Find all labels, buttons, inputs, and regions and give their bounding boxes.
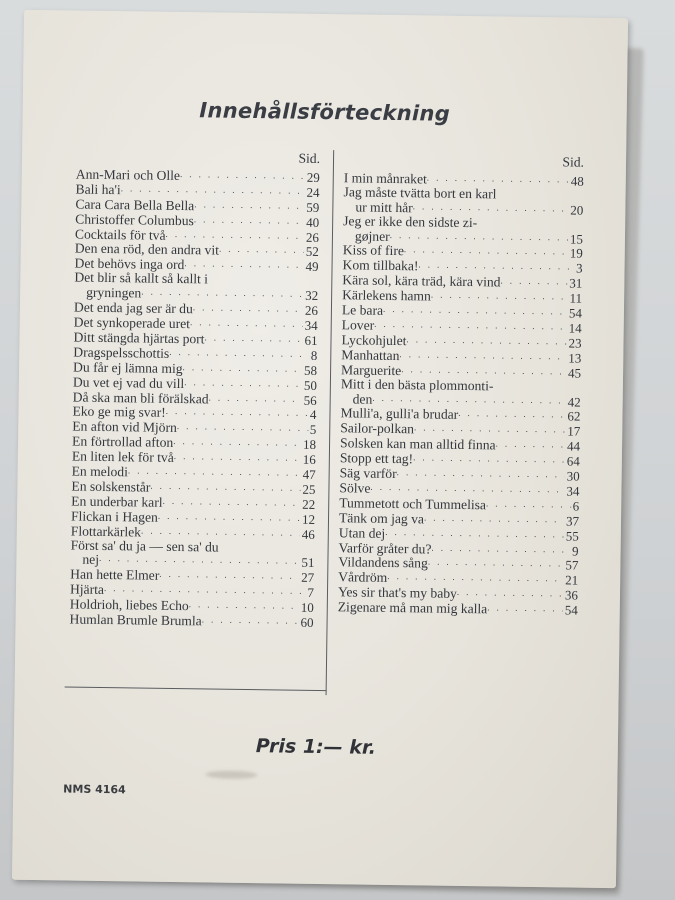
toc-entry-page: 25 [302,481,316,497]
toc-entry-page: 10 [300,599,314,616]
toc-entry-page: 23 [568,335,582,351]
toc-entry-title: Sölve [339,480,371,496]
toc-entry-page: 40 [306,214,320,230]
right-entry-list [338,170,584,617]
toc-entry-title: Vårdröm [338,569,388,586]
toc-entry-title-continued: gøjner [354,227,390,244]
toc-entry-page: 12 [301,511,316,527]
toc-entry-page: 48 [570,173,584,189]
toc-entry-title: Du får ej lämna mig [73,359,183,376]
toc-entry-page: 46 [301,526,315,542]
toc-entry-page: 32 [305,287,319,304]
dot-leader [457,586,563,602]
toc-entry-page: 56 [303,392,317,408]
toc-entry-title: Zigenare må man mig kalla [337,599,488,617]
toc-entry-title: Det behövs inga ord [74,255,185,273]
toc-entry-page: 59 [306,199,320,215]
toc-entry-page: 18 [302,436,317,453]
toc-entry-page: 7 [307,585,315,601]
toc-entry-title: Det blir så kallt så kallt i [74,269,209,287]
toc-entry [74,271,318,303]
dot-leader [180,168,305,185]
dot-leader [500,275,567,291]
toc-entry-page: 54 [568,305,583,321]
dot-leader [174,450,301,467]
toc-entry-page: 60 [300,614,314,631]
toc-entry-title: Mitt i den bästa plommonti- [340,375,494,394]
dot-leader [184,376,302,393]
left-entry-list [69,166,319,629]
contents-left-column [69,149,320,630]
toc-entry-title: Mulli'a, gulli'a brudar [340,405,459,423]
toc-entry-title: Cara Cara Bella Bella [75,196,195,213]
toc-entry-title: Ann-Mari och Olle [75,166,181,183]
toc-entry-page: 34 [304,317,318,333]
dot-leader [219,243,304,259]
toc-entry-page: 26 [305,229,320,245]
toc-entry-title: Hjärta [69,581,105,598]
toc-entry-title: Säg varför [339,465,397,482]
toc-entry-title: Dragspelsschottis [73,344,170,361]
stain-mark [205,770,257,779]
toc-entry-page: 16 [302,451,316,468]
toc-entry [343,185,583,217]
toc-entry [341,377,581,409]
toc-entry-page: 34 [566,483,580,499]
dot-leader [208,391,301,407]
toc-entry-page: 17 [567,423,581,439]
toc-entry-title: Först sa' du ja — sen sa' du [70,537,219,555]
toc-entry [343,214,583,246]
dot-leader [194,213,304,229]
toc-entry-title: Solsken kan man alltid finna [339,435,496,453]
toc-entry-page: 31 [569,275,583,291]
toc-entry-title-continued: gryningen [86,284,142,301]
toc-entry-title: Han hette Elmer [70,566,160,584]
toc-entry-title: Varför gråter du? [338,539,432,557]
column-divider [326,150,335,695]
toc-entry-page: 37 [565,513,580,529]
toc-entry-page: 15 [569,231,584,247]
toc-entry-page: 62 [567,408,581,425]
toc-entry-page: 45 [567,365,582,381]
toc-entry-page: 13 [568,350,582,366]
sid-header-left: Sid. [298,150,321,166]
toc-entry-page: 54 [564,602,578,618]
toc-entry-title-continued: den [352,390,373,407]
bottom-rule [65,686,327,691]
toc-entry-title: Marguerite [341,361,402,378]
toc-entry-page: 26 [304,302,319,319]
dot-leader [190,316,303,332]
toc-entry-title: Den ena röd, den andra vit [74,240,220,259]
dot-leader [194,198,304,214]
toc-entry-page: 44 [566,438,581,454]
toc-entry-title: En afton vid Mjörn [72,418,177,436]
toc-entry-page: 58 [303,362,318,378]
contents-title: Innehållsförteckning [199,98,451,126]
price-label: Pris 1:— kr. [255,735,377,759]
toc-entry-title: Utan dej [338,524,386,541]
dot-leader [487,602,563,618]
toc-entry-title: Vildandens sång [338,554,428,571]
toc-entry-title: Kom tillbaka! [342,257,419,274]
toc-entry-title: Bali ha'i [75,181,121,198]
toc-entry-page: 20 [570,202,584,218]
toc-entry-title: En solskenstår [71,478,151,495]
toc-entry-title: Cocktails för två [74,226,166,243]
toc-entry-page: 57 [565,557,579,574]
toc-entry-title: Lyckohjulet [341,332,407,349]
toc-entry-title: Det enda jag ser är du [73,299,193,317]
toc-entry-title: Tänk om jag va [338,510,425,527]
toc-entry-title: Då ska man bli förälskad [72,389,209,406]
toc-entry-page: 49 [305,259,319,275]
toc-entry-page: 24 [306,184,320,200]
toc-entry-title-continued: ur mitt hår [355,199,413,215]
dot-leader [458,407,565,423]
dot-leader [182,361,302,378]
toc-entry [69,612,313,630]
toc-entry-page: 19 [569,245,583,262]
toc-entry-page: 14 [568,320,582,336]
toc-entry-page: 29 [306,169,320,185]
dot-leader [486,497,571,513]
toc-entry-page: 50 [303,377,317,393]
toc-entry-page: 5 [309,422,317,438]
toc-entry-title: Jeg er ikke den sidste zi- [343,212,478,230]
toc-entry-page: 6 [572,498,580,514]
toc-entry-title-continued: nej [82,552,100,568]
toc-entry-title: Sailor-polkan [340,420,415,437]
toc-entry-title: Humlan Brumle Brumla [69,611,202,629]
toc-entry-page: 51 [301,555,315,571]
toc-entry-title: Ditt stängda hjärtas port [73,329,205,347]
toc-entry [70,538,314,570]
toc-entry-title: I min månraket [343,170,427,187]
toc-entry-title: Jag måste tvätta bort en karl [343,184,497,202]
sid-header-right: Sid. [562,154,585,170]
toc-entry-title: Flickan i Hagen [70,508,158,525]
toc-entry-page: 30 [566,468,580,484]
toc-entry-title: Yes sir that's my baby [337,584,457,602]
contents-right-column [338,152,584,617]
toc-entry-title: Eko ge mig svar! [72,403,166,421]
toc-entry-page: 21 [565,572,579,588]
toc-entry-page: 9 [572,543,579,559]
toc-entry-title: Le bara [341,302,384,318]
toc-entry [338,599,578,617]
booklet-back-cover [12,10,628,888]
toc-entry-title: Kärlekens hamn [342,287,431,304]
toc-entry-title: Lover [341,317,375,333]
toc-entry-title: Du vet ej vad du vill [72,374,185,391]
toc-entry-page: 36 [564,587,579,603]
toc-entry-title: Flottarkärlek [70,523,142,540]
dot-leader [193,301,303,317]
toc-entry-page: 11 [569,290,583,306]
toc-entry-page: 47 [302,466,316,482]
toc-entry-title: Kära sol, kära träd, kära vind [342,272,501,290]
toc-entry-title: Holdrioh, liebes Echo [69,596,189,614]
toc-entry-title: Tummetott och Tummelisa [339,495,487,513]
catalog-code: NMS 4164 [63,782,126,797]
toc-entry-page: 61 [304,332,318,348]
toc-entry-page: 27 [301,570,315,586]
toc-entry-page: 3 [575,260,583,276]
toc-entry-page: 55 [565,528,579,544]
toc-entry-title: En melodi [71,463,129,480]
toc-entry-page: 4 [309,407,317,423]
toc-entry-title: Det synkoperade uret [73,314,191,332]
dot-leader [496,438,566,454]
dot-leader [189,598,299,614]
toc-entry-page: 22 [302,496,316,512]
toc-entry-page: 8 [310,347,318,363]
toc-entry-title: En underbar karl [71,493,163,510]
toc-entry-page: 64 [566,453,580,469]
toc-entry-title: Manhattan [341,347,400,363]
dot-leader [204,331,302,347]
toc-entry-title: Christoffer Columbus [75,211,194,228]
dot-leader [202,613,299,629]
toc-entry-title: En liten lek för två [71,448,174,466]
toc-entry-title: Kiss of fire [342,242,405,259]
toc-entry-title: Stopp ett tag! [339,450,414,467]
toc-entry-title: En förtrollad afton [71,433,174,451]
toc-entry-page: 42 [567,393,581,410]
toc-entry-page: 52 [305,244,319,260]
